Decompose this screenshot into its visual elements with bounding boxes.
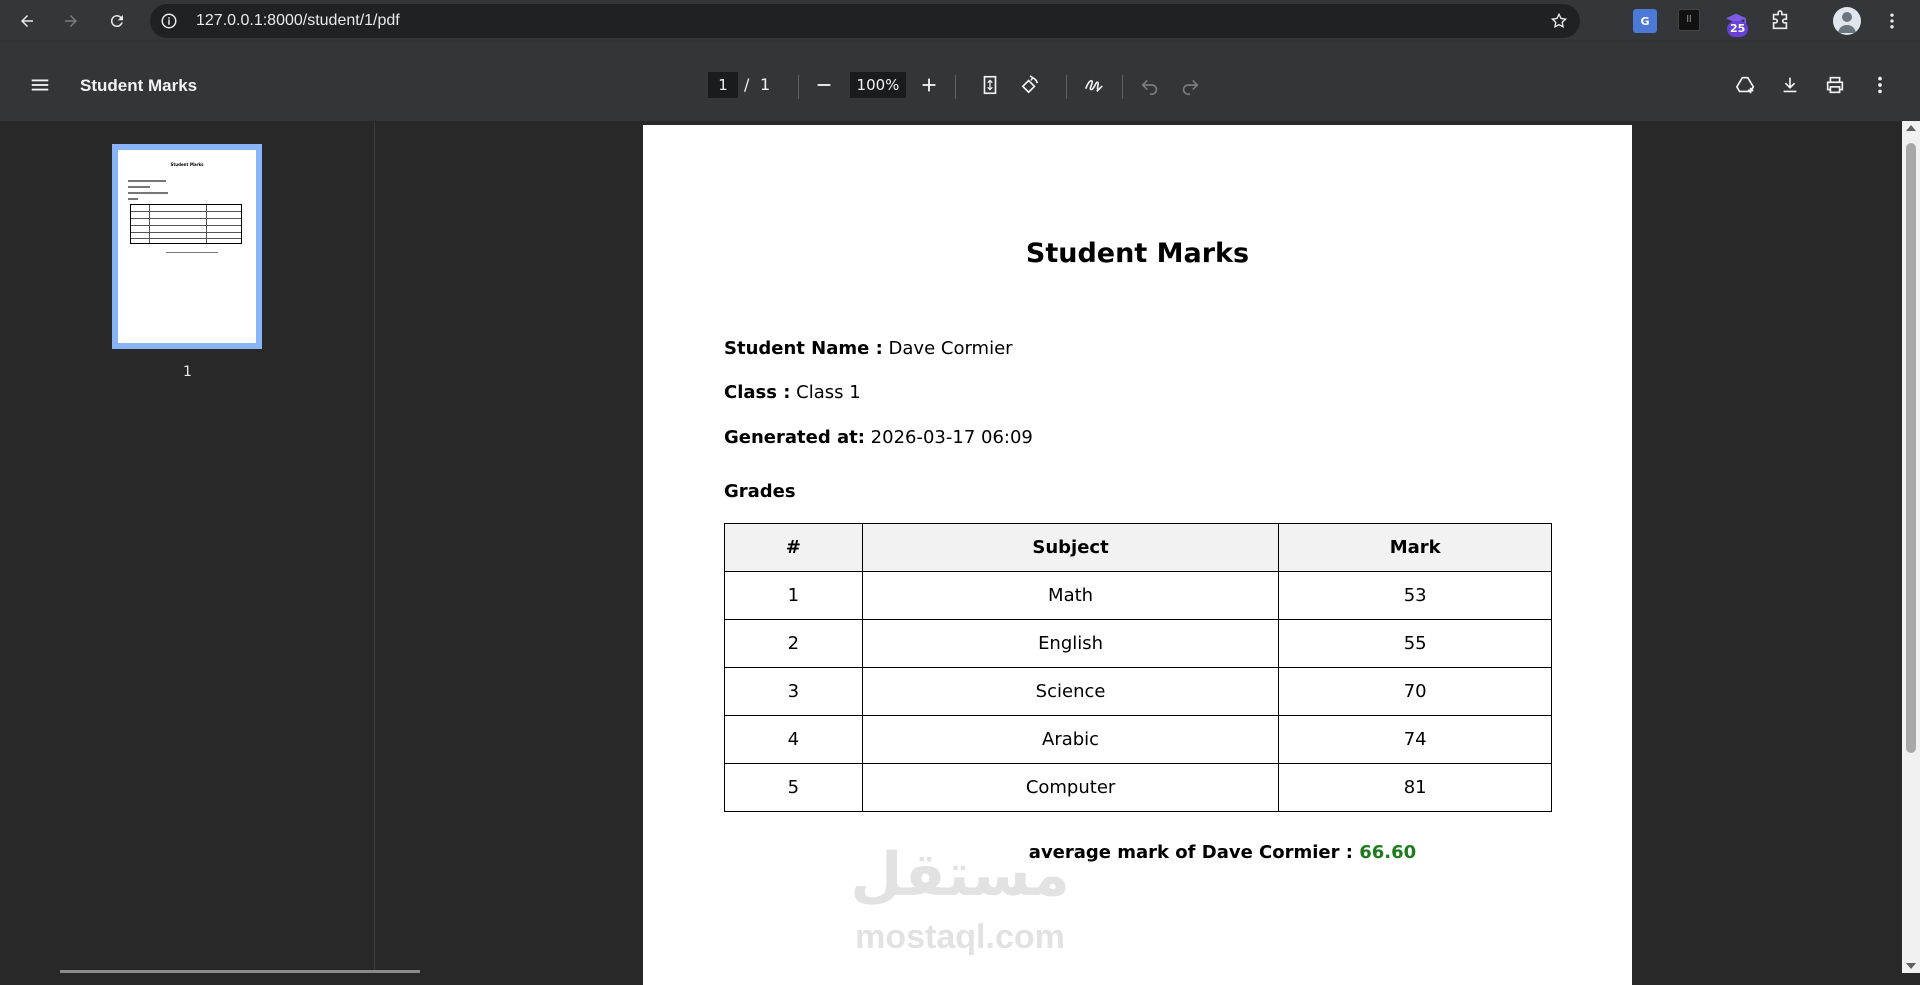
class-field [724, 382, 861, 403]
extensions-puzzle-icon[interactable] [1768, 9, 1792, 33]
back-arrow-icon [18, 12, 36, 30]
page-total: 1 [760, 75, 771, 94]
pdf-viewer[interactable] [376, 121, 1902, 973]
average-mark [643, 842, 1632, 863]
thumbnail-sidebar [0, 121, 375, 973]
scroll-up-arrow-icon[interactable] [1906, 125, 1916, 131]
generated-at-field [724, 427, 1033, 448]
zoom-out-button[interactable] [808, 69, 840, 101]
fit-to-page-icon [979, 74, 1001, 96]
vertical-scrollbar[interactable] [1902, 121, 1920, 973]
forward-arrow-icon [62, 12, 80, 30]
student-name-field [724, 338, 1013, 359]
vertical-dots-icon [1869, 74, 1891, 96]
undo-icon [1139, 74, 1161, 96]
thumbnail-table-line [131, 225, 241, 226]
row-number-cell: 4 [725, 716, 863, 764]
watermark-arabic-text: مستقل [850, 840, 1070, 910]
reload-button[interactable] [102, 6, 132, 36]
profile-avatar[interactable] [1833, 7, 1861, 35]
url-text[interactable]: 127.0.0.1:8000/student/1/pdf [196, 12, 400, 29]
column-header-number: # [725, 524, 863, 572]
fit-page-button[interactable] [974, 69, 1006, 101]
table-row [725, 572, 1552, 620]
page-thumbnail[interactable] [112, 144, 262, 349]
mostaql-watermark [840, 840, 1080, 960]
class-label: Class : [724, 382, 791, 403]
download-icon [1779, 74, 1801, 96]
column-header-subject: Subject [862, 524, 1279, 572]
redo-button[interactable] [1174, 69, 1206, 101]
subject-cell: Science [862, 668, 1279, 716]
page-title: Student Marks [1025, 238, 1250, 269]
zoom-in-button[interactable] [913, 69, 945, 101]
row-number-cell: 1 [725, 572, 863, 620]
thumbnail-text-line [128, 192, 168, 194]
reload-icon [108, 12, 126, 30]
plus-icon [918, 74, 940, 96]
site-info-icon[interactable] [160, 12, 178, 30]
undo-button[interactable] [1134, 69, 1166, 101]
subject-cell: Math [862, 572, 1279, 620]
thumbnail-text-line [128, 180, 166, 182]
table-row [725, 668, 1552, 716]
student-name-label: Student Name : [724, 338, 883, 359]
thumbnail-text-line [166, 252, 218, 253]
table-header-row [725, 524, 1552, 572]
pdf-toolbar [0, 42, 1920, 121]
mark-cell: 81 [1279, 764, 1552, 812]
annotate-button[interactable] [1078, 69, 1110, 101]
more-actions-button[interactable] [1864, 69, 1896, 101]
thumbnail-text-line [128, 198, 138, 200]
redo-icon [1179, 74, 1201, 96]
table-row [725, 764, 1552, 812]
page-number-input[interactable]: 1 [708, 72, 738, 98]
scroll-down-arrow-icon[interactable] [1906, 963, 1916, 969]
thumbnail-text-line [128, 186, 150, 188]
watermark-latin-text: mostaql.com [855, 918, 1065, 956]
generated-at-label: Generated at: [724, 427, 865, 448]
thumbnail-table [130, 204, 242, 244]
row-number-cell: 5 [725, 764, 863, 812]
puzzle-icon [1769, 10, 1791, 32]
thumbnail-table-line [131, 211, 241, 212]
thumbnail-table-line [131, 238, 241, 239]
thumbnail-table-line [131, 218, 241, 219]
print-button[interactable] [1819, 69, 1851, 101]
page-separator: / [744, 75, 750, 94]
document-title: Student Marks [80, 76, 198, 95]
translate-extension-icon[interactable] [1633, 9, 1657, 33]
browser-menu-button[interactable] [1880, 8, 1904, 34]
thumbnail-page-number: 1 [183, 364, 192, 380]
subject-cell: English [862, 620, 1279, 668]
row-number-cell: 3 [725, 668, 863, 716]
bookmark-star-icon[interactable] [1550, 12, 1568, 30]
class-value: Class 1 [790, 382, 861, 403]
dark-extension-icon[interactable] [1678, 9, 1700, 31]
mark-cell: 74 [1279, 716, 1552, 764]
mark-cell: 70 [1279, 668, 1552, 716]
toolbar-divider [1066, 75, 1067, 99]
thumbnail-page-preview [118, 150, 256, 343]
thumbnail-table-line [149, 205, 150, 243]
thumbnail-title: Student Marks [170, 162, 204, 167]
hamburger-menu-icon [29, 74, 51, 96]
drive-add-icon [1735, 74, 1757, 96]
save-to-drive-button[interactable] [1730, 69, 1762, 101]
pdf-page [643, 125, 1632, 985]
table-row [725, 716, 1552, 764]
translate-extension-label: G [1640, 14, 1650, 28]
extension-badge: 25 [1727, 21, 1748, 37]
column-header-mark: Mark [1279, 524, 1552, 572]
forward-button[interactable] [56, 6, 86, 36]
rotate-icon [1019, 74, 1041, 96]
scrollbar-thumb[interactable] [1906, 143, 1916, 753]
thumbnail-table-line [206, 205, 207, 243]
mark-cell: 55 [1279, 620, 1552, 668]
minus-icon [813, 74, 835, 96]
average-label: average mark of Dave Cormier : [1028, 842, 1360, 863]
subject-cell: Arabic [862, 716, 1279, 764]
back-button[interactable] [12, 6, 42, 36]
draw-pen-icon [1083, 74, 1105, 96]
browser-top-bar [0, 0, 1920, 42]
thumbnail-table-line [131, 232, 241, 233]
toolbar-divider [955, 75, 956, 99]
download-button[interactable] [1774, 69, 1806, 101]
grades-heading: Grades [724, 481, 796, 502]
grades-table [724, 523, 1552, 812]
mark-cell: 53 [1279, 572, 1552, 620]
toolbar-divider [798, 75, 799, 99]
rotate-button[interactable] [1014, 69, 1046, 101]
student-name-value: Dave Cormier [882, 338, 1013, 359]
table-row [725, 620, 1552, 668]
printer-icon [1824, 74, 1846, 96]
toolbar-divider [1122, 75, 1123, 99]
generated-at-value: 2026-03-17 06:09 [864, 427, 1033, 448]
row-number-cell: 2 [725, 620, 863, 668]
dark-extension-label: ll [1686, 15, 1692, 25]
avatar-icon [1833, 7, 1861, 35]
subject-cell: Computer [862, 764, 1279, 812]
address-bar[interactable] [150, 4, 1580, 38]
average-value: 66.60 [1359, 842, 1417, 863]
vertical-dots-icon [1882, 11, 1902, 31]
sidebar-menu-button[interactable] [24, 69, 56, 101]
zoom-level-input[interactable]: 100% [850, 72, 906, 98]
